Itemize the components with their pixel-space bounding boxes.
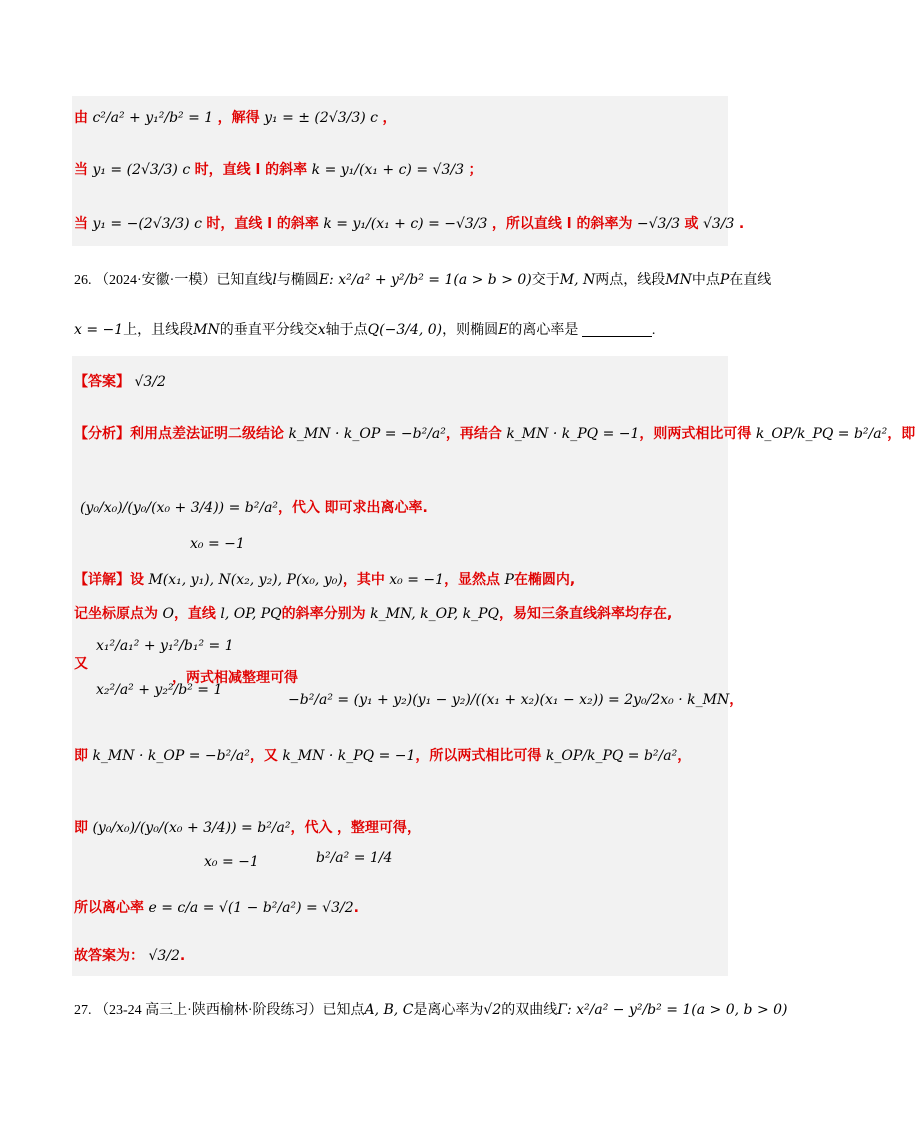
text: 所以离心率 (74, 900, 144, 916)
analysis-line-2b (190, 534, 245, 554)
equation: l, OP, PQ (220, 606, 282, 622)
equation: √3/3 (703, 216, 735, 232)
text: . (179, 948, 186, 964)
equation: P (719, 272, 730, 288)
equation: Q(−3/4, 0) (367, 322, 443, 338)
ji-line-2 (74, 818, 421, 838)
question-number: 27. (74, 1003, 92, 1018)
text: 即可求出离心率. (324, 500, 428, 516)
equation: √3/2 (148, 948, 180, 964)
equation: O (162, 606, 174, 622)
text: 的斜率分别为 (281, 606, 366, 622)
equation: √2 (483, 1002, 502, 1018)
text: 是离心率为 (413, 1003, 484, 1018)
text: ，整理可得 (336, 820, 407, 836)
analysis-label: 【分析】 (74, 426, 130, 442)
equation: k_OP/k_PQ = b²/a² (545, 748, 678, 764)
text: 即 (74, 748, 88, 764)
equation: MN (193, 322, 220, 338)
ji-line-2c (316, 848, 392, 868)
text: 在直线 (729, 273, 772, 288)
equation: −b²/a² = (y₁ + y₂)(y₁ − y₂)/((x₁ + x₂)(x₁ − x₂)) = 2y₀/2x₀ · k_MN (288, 692, 730, 708)
text: ，所以两式相比可得 (415, 748, 542, 764)
text: ，解得 (217, 110, 260, 126)
equation: E: x²/a² + y²/b² = 1(a > b > 0) (318, 272, 532, 288)
text: 已知直线 (216, 273, 273, 288)
text: 上，且线段 (123, 323, 194, 338)
text: 轴于点 (325, 323, 368, 338)
text: ，代入 (290, 820, 333, 836)
text: 记坐标原点为 (74, 606, 158, 622)
answer-label: 【答案】 (74, 374, 130, 390)
equation: x = −1 (74, 322, 124, 338)
equation: x₀ = −1 (204, 854, 259, 870)
equation: x₁²/a₁² + y₁²/b₁² = 1 (96, 638, 234, 654)
text: 又 (74, 656, 88, 672)
question-number: 26. (74, 273, 92, 288)
text: 在椭圆内, (513, 572, 576, 588)
question-26-line-1 (74, 270, 771, 291)
text: ，所以直线 l 的斜率为 (491, 216, 633, 232)
answer-value: √3/2 (134, 374, 166, 390)
equation: k = y₁/(x₁ + c) = √3/3 (311, 162, 464, 178)
text: ，其中 (342, 572, 385, 588)
text: ，再结合 (445, 426, 502, 442)
solution-line-3 (74, 214, 744, 234)
text: ，两式相减整理可得 (172, 670, 298, 686)
text: ， (382, 110, 397, 126)
equation: c²/a² + y₁²/b² = 1 (92, 110, 214, 126)
detail-label: 【详解】 (74, 572, 130, 588)
equation: y₁ = (2√3/3) c (92, 162, 191, 178)
equation: e = c/a = √(1 − b²/a²) = √3/2 (148, 900, 354, 916)
text: ，代入 (278, 500, 321, 516)
equation: k_MN · k_OP = −b²/a² (288, 426, 446, 442)
text: 当 (74, 162, 88, 178)
text: ，易知三条直线斜率均存在, (499, 606, 673, 622)
equation: x₂²/a² + y₂²/b² = 1 (96, 682, 223, 698)
detail-line-1 (74, 570, 575, 590)
analysis-line-1 (74, 424, 915, 444)
text: . (651, 323, 656, 338)
equation: k_MN · k_PQ = −1 (282, 748, 416, 764)
system-result (288, 690, 743, 710)
text: 故答案为： (74, 948, 144, 964)
final-answer-line (74, 946, 185, 966)
equation: E (498, 322, 509, 338)
equation: k = y₁/(x₁ + c) = −√3/3 (323, 216, 488, 232)
answer-blank (582, 324, 652, 337)
text: 交于 (531, 273, 560, 288)
equation: M(x₁, y₁), N(x₂, y₂), P(x₀, y₀) (148, 572, 343, 588)
equation: b²/a² = 1/4 (316, 850, 393, 866)
solution-line-2 (74, 160, 482, 180)
text: ， (677, 748, 692, 764)
text: 由 (74, 110, 88, 126)
text: 时，直线 l 的斜率 (206, 216, 319, 232)
equation: y₁ = −(2√3/3) c (92, 216, 202, 232)
eccentricity-line (74, 898, 359, 918)
text: ， (406, 820, 421, 836)
equation: P (504, 572, 514, 588)
equation: M, N (559, 272, 596, 288)
text: 或 (684, 216, 699, 232)
text: ，则两式相比可得 (639, 426, 752, 442)
text: 即 (74, 820, 88, 836)
detail-line-2 (74, 604, 672, 624)
equation: x₀ = −1 (190, 536, 245, 552)
question-source: （2024·安徽·一模） (95, 273, 217, 288)
equation: k_MN · k_PQ = −1 (506, 426, 640, 442)
equation: MN (665, 272, 692, 288)
text: 的垂直平分线交 (219, 323, 318, 338)
equation: k_OP/k_PQ = b²/a² (755, 426, 888, 442)
system-text (172, 668, 298, 688)
text: ； (468, 162, 483, 178)
equation: l (272, 272, 277, 288)
text: 时，直线 l 的斜率 (194, 162, 308, 178)
text: ， (729, 692, 744, 708)
text: 当 (74, 216, 88, 232)
system-line (74, 654, 88, 674)
text: 与椭圆 (276, 273, 319, 288)
text: 的离心率是 (508, 323, 579, 338)
solution-line-1 (74, 108, 396, 128)
question-27-line-1 (74, 1000, 788, 1021)
equation: (y₀/x₀)/(y₀/(x₀ + 3/4)) = b²/a² (80, 500, 279, 516)
equation: y₁ = ± (2√3/3) c (264, 110, 379, 126)
question-source: （23-24 高三上·陕西榆林·阶段练习） (95, 1003, 323, 1018)
equation: k_MN, k_OP, k_PQ (370, 606, 499, 622)
equation: x₀ = −1 (389, 572, 445, 588)
text: 两点，线段 (595, 273, 666, 288)
answer-line (74, 372, 166, 392)
text: 中点 (691, 273, 720, 288)
equation: x (317, 322, 326, 338)
text: 设 (130, 572, 144, 588)
text: . (353, 900, 359, 916)
system-eq-1 (96, 636, 234, 656)
equation: Γ: x²/a² − y²/b² = 1(a > 0, b > 0) (557, 1002, 788, 1018)
analysis-line-2 (80, 498, 428, 518)
text: ，又 (249, 748, 278, 764)
equation: (y₀/x₀)/(y₀/(x₀ + 3/4)) = b²/a² (92, 820, 291, 836)
equation: k_MN · k_OP = −b²/a² (92, 748, 250, 764)
equation: −√3/3 (636, 216, 681, 232)
text: ，直线 (173, 606, 216, 622)
question-26-line-2 (74, 320, 655, 341)
equation: A, B, C (364, 1002, 414, 1018)
text: ，显然点 (444, 572, 501, 588)
text: ，则椭圆 (442, 323, 499, 338)
ji-line-2b (204, 852, 259, 872)
ji-line-1 (74, 746, 691, 766)
text: 利用点差法证明二级结论 (130, 426, 284, 442)
text: ，即 (887, 426, 915, 442)
answer-block (72, 356, 728, 976)
text: 的双曲线 (501, 1003, 558, 1018)
text: . (738, 216, 745, 232)
text: 已知点 (322, 1003, 365, 1018)
